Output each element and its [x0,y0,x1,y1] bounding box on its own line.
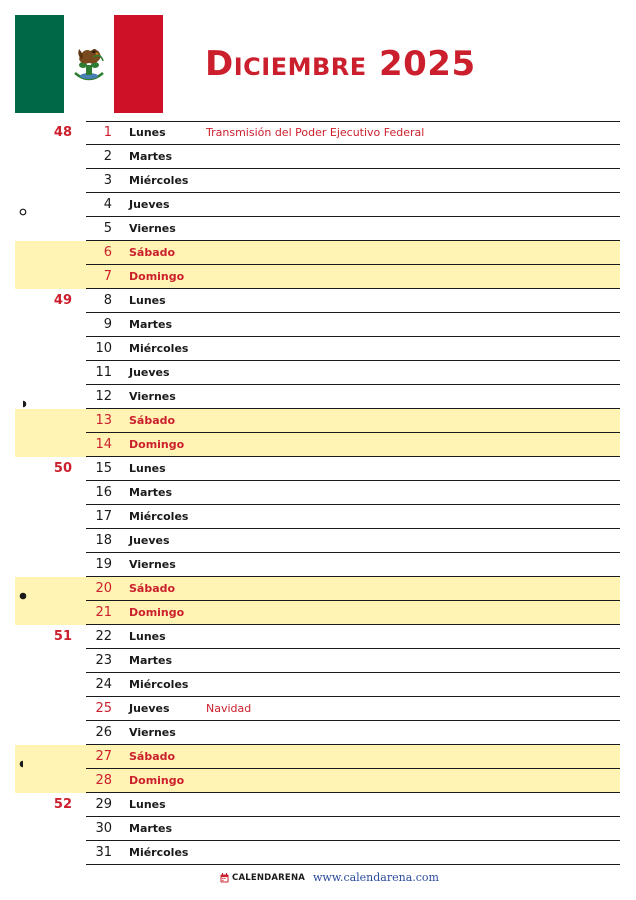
calendar-row [0,625,636,649]
day-of-week: Martes [129,318,173,331]
calendar-row [0,841,636,865]
last-quarter-icon [19,393,27,401]
calendar-row [0,745,636,769]
day-of-week: Martes [129,822,173,835]
calendar-row [0,193,636,217]
day-number: 25 [95,701,112,716]
day-number: 31 [95,845,112,860]
page-title: Diciembre 2025 [205,44,476,84]
day-of-week: Jueves [129,366,170,379]
calendar-row [0,121,636,145]
calendar-row [0,169,636,193]
day-of-week: Sábado [129,582,176,595]
day-number: 6 [103,245,112,260]
day-number: 23 [95,653,112,668]
day-number: 20 [95,581,112,596]
day-number: 3 [103,173,112,188]
holiday-note: Navidad [206,702,252,715]
calendar-row [0,481,636,505]
day-number: 7 [103,269,112,284]
calendar-row [0,649,636,673]
day-of-week: Martes [129,486,173,499]
flag-red-band [114,15,163,113]
week-number: 50 [53,461,72,476]
day-of-week: Miércoles [129,846,189,859]
day-of-week: Domingo [129,606,185,619]
day-of-week: Martes [129,654,173,667]
day-of-week: Jueves [129,702,170,715]
calendar-row [0,697,636,721]
day-number: 11 [95,365,112,380]
day-number: 15 [95,461,112,476]
calendar-row [0,313,636,337]
day-number: 22 [95,629,112,644]
day-of-week: Jueves [129,534,170,547]
calendar-row [0,505,636,529]
day-of-week: Domingo [129,270,185,283]
day-number: 19 [95,557,112,572]
brand [220,873,305,883]
day-number: 17 [95,509,112,524]
calendar-row [0,217,636,241]
week-number: 48 [53,125,72,140]
day-number: 8 [103,293,112,308]
day-of-week: Domingo [129,774,185,787]
calendar-row [0,409,636,433]
day-number: 14 [95,437,112,452]
calendar-row [0,769,636,793]
calendar-row [0,553,636,577]
day-number: 4 [103,197,112,212]
calendar-row [0,337,636,361]
day-of-week: Miércoles [129,342,189,355]
day-number: 10 [95,341,112,356]
day-number: 29 [95,797,112,812]
calendar-day-list [0,121,636,865]
day-number: 12 [95,389,112,404]
calendar-row [0,817,636,841]
week-number: 49 [53,293,72,308]
day-number: 9 [103,317,112,332]
full-moon-icon [19,201,27,209]
calendar-row [0,601,636,625]
calendar-row [0,433,636,457]
new-moon-icon [19,585,27,593]
calendar-row [0,721,636,745]
day-of-week: Sábado [129,414,176,427]
calendar-row [0,289,636,313]
day-number: 13 [95,413,112,428]
first-quarter-icon [19,753,27,761]
calendar-row [0,385,636,409]
day-of-week: Viernes [129,726,176,739]
calendar-row [0,673,636,697]
holiday-note: Transmisión del Poder Ejecutivo Federal [206,126,425,139]
flag-green-band [15,15,64,113]
day-number: 21 [95,605,112,620]
day-of-week: Lunes [129,126,166,139]
day-number: 28 [95,773,112,788]
calendar-icon [220,873,229,883]
day-of-week: Miércoles [129,510,189,523]
calendar-row [0,145,636,169]
day-of-week: Jueves [129,198,170,211]
day-of-week: Viernes [129,390,176,403]
day-of-week: Miércoles [129,174,189,187]
flag-white-band [64,15,113,113]
day-number: 24 [95,677,112,692]
day-of-week: Viernes [129,558,176,571]
day-of-week: Lunes [129,294,166,307]
calendar-row [0,577,636,601]
day-number: 30 [95,821,112,836]
footer [0,870,636,890]
calendar-row [0,529,636,553]
day-of-week: Domingo [129,438,185,451]
day-of-week: Lunes [129,798,166,811]
calendar-row [0,457,636,481]
day-number: 16 [95,485,112,500]
brand-label: CALENDARENA [232,873,306,883]
day-number: 5 [103,221,112,236]
week-number: 51 [53,629,72,644]
coat-of-arms-icon [69,43,109,85]
calendar-row [0,361,636,385]
day-of-week: Miércoles [129,678,189,691]
day-of-week: Sábado [129,750,176,763]
day-number: 27 [95,749,112,764]
mexico-flag [15,15,163,113]
day-of-week: Viernes [129,222,176,235]
website-link[interactable]: www.calendarena.com [313,871,439,884]
calendar-row [0,241,636,265]
calendar-row [0,265,636,289]
day-of-week: Lunes [129,462,166,475]
day-number: 18 [95,533,112,548]
day-of-week: Sábado [129,246,176,259]
day-number: 1 [103,125,112,140]
week-number: 52 [53,797,72,812]
day-number: 2 [103,149,112,164]
day-number: 26 [95,725,112,740]
day-of-week: Lunes [129,630,166,643]
day-of-week: Martes [129,150,173,163]
calendar-row [0,793,636,817]
